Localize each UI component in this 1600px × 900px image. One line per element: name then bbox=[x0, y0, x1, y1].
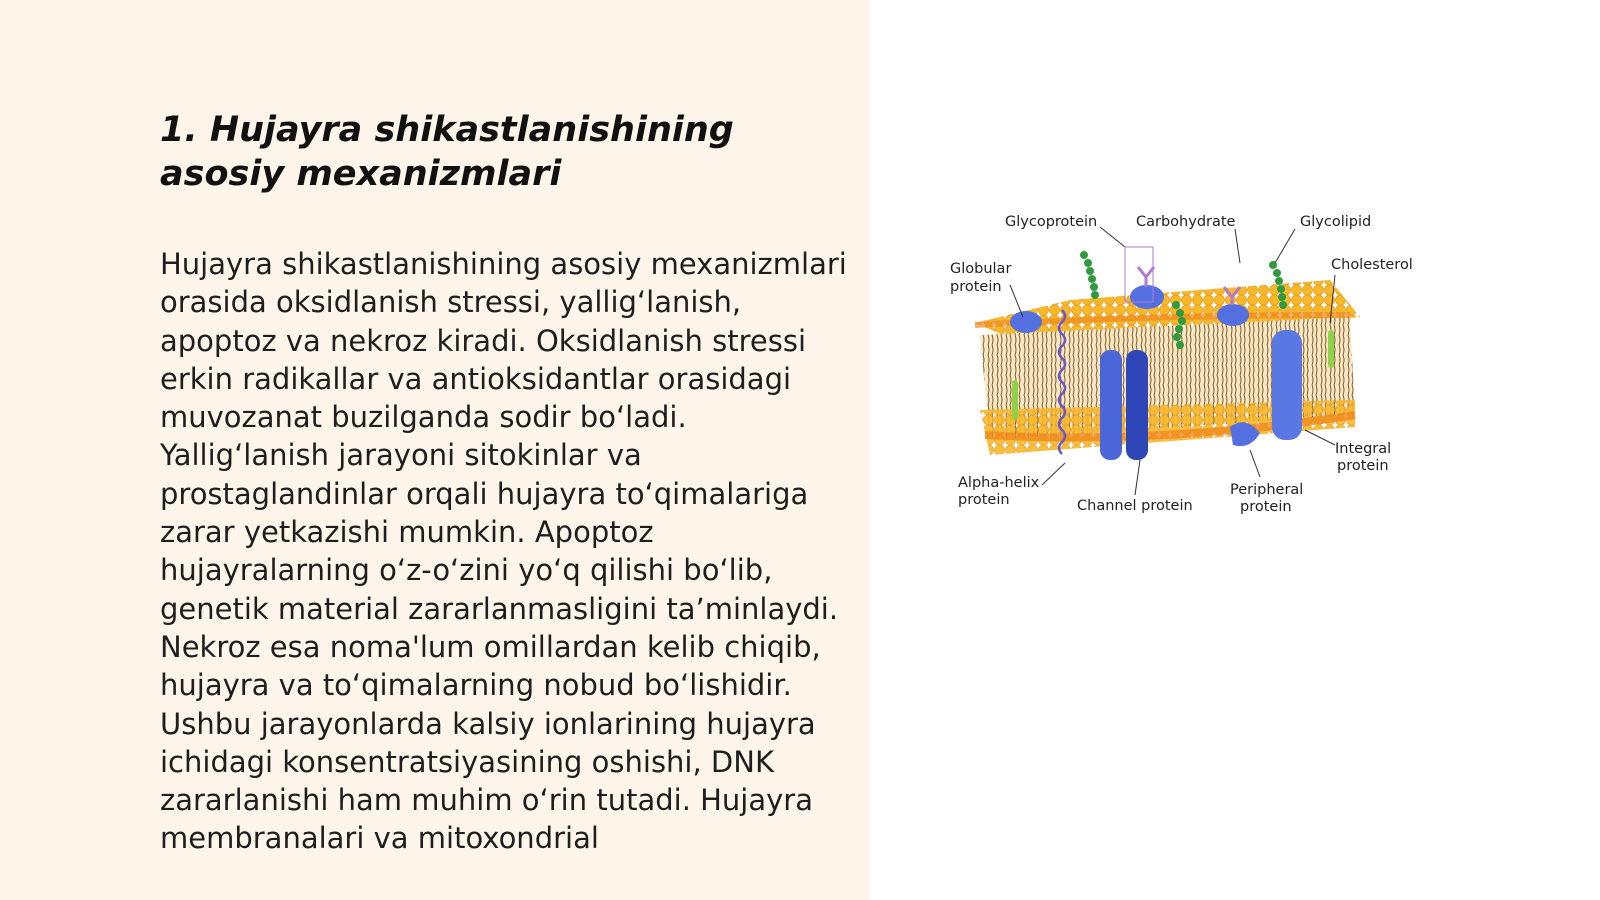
label-channel-protein: Channel protein bbox=[1077, 498, 1193, 514]
label-cholesterol: Cholesterol bbox=[1331, 257, 1413, 273]
label-globular-line1: Globular bbox=[950, 261, 1012, 277]
cell-membrane-diagram bbox=[950, 205, 1450, 535]
label-integral-line1: Integral bbox=[1335, 441, 1392, 457]
label-alpha-helix-line1: Alpha-helix bbox=[958, 475, 1040, 491]
label-integral-line2: protein bbox=[1337, 458, 1389, 474]
label-globular-line2: protein bbox=[950, 279, 1002, 295]
slide-title: 1. Hujayra shikastlanishining asosiy mexanizmlari bbox=[160, 110, 734, 194]
label-glycolipid: Glycolipid bbox=[1300, 214, 1372, 230]
label-carbohydrate: Carbohydrate bbox=[1136, 214, 1236, 230]
label-peripheral-line2: protein bbox=[1240, 499, 1292, 515]
label-peripheral-line1: Peripheral bbox=[1230, 482, 1304, 498]
lipid-bilayer bbox=[975, 280, 1360, 455]
label-alpha-helix-line2: protein bbox=[958, 492, 1010, 508]
label-glycoprotein: Glycoprotein bbox=[1005, 214, 1098, 230]
slide-body-text: Hujayra shikastlanishining asosiy mexanizmlari orasida oksidlanish stressi, yallig‘lanish, apoptoz va nekroz kiradi. Oksidlanish stressi erkin radikallar va antioksidantlar orasidagi muvozanat buzilganda sodir bo‘ladi. Yallig‘lanish jarayoni sitokinlar va prostaglandinlar orqali hujayra to‘qimalariga zarar yetkazishi mumkin. Apoptoz hujayralarning o‘z-o‘zini yo‘q qilishi bo‘lib, genetik material zararlanmasligini ta’minlaydi. Nekroz esa noma'lum omillardan kelib chiqib, hujayra va to‘qimalarning nobud bo‘lishidir. Ushbu jarayonlarda kalsiy ionlarining hujayra ichidagi konsentratsiyasining oshishi, DNK zararlanishi ham muhim o‘rin tutadi. Hujayra membranalari va mitoxondrial bbox=[160, 247, 847, 856]
